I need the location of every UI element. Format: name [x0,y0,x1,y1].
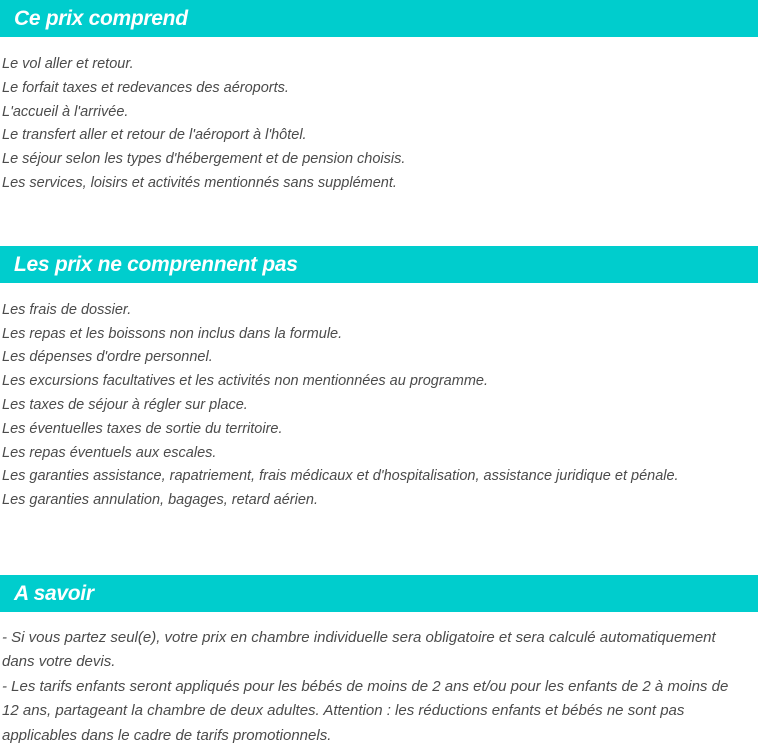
paragraph: - Les tarifs enfants seront appliqués pour les bébés de moins de 2 ans et/ou pour les enfants de 2 à moins de 12 ans, partageant la chambre de deux adultes. Attention : les réductions enfants et bébés ne sont pas applicables dans le cadre de tarifs promotionnels. [2,677,729,744]
spacer-header-to-text-good-to-know [0,612,758,626]
section-body-good-to-know [0,626,758,749]
section-header-not-included [0,246,758,283]
list-item: Le vol aller et retour. [2,56,134,72]
section-gap-2 [0,513,758,575]
not-included-list [2,299,756,513]
section-body-included [0,53,758,196]
paragraph: - Si vous partez seul(e), votre prix en chambre individuelle sera obligatoire et sera calculé automatiquement dans votre devis. [2,628,716,671]
list-item: Le forfait taxes et redevances des aéroports. [2,79,289,96]
section-gap-1 [0,196,758,246]
list-item: Les excursions facultatives et les activités non mentionnées au programme. [2,373,488,390]
spacer-header-to-list-not-included [0,283,758,299]
list-item: Le transfert aller et retour de l'aéroport à l'hôtel. [2,127,307,144]
section-title-included: Ce prix comprend [14,7,188,30]
section-included [0,0,758,196]
list-item: L'accueil à l'arrivée. [2,103,129,120]
list-item: Les repas et les boissons non inclus dans la formule. [2,325,343,342]
list-item: Les frais de dossier. [2,301,132,318]
section-not-included [0,246,758,513]
section-title-not-included: Les prix ne comprennent pas [14,252,298,276]
list-item: Les garanties annulation, bagages, retard aérien. [2,492,318,509]
list-item: Le séjour selon les types d'hébergement et de pension choisis. [2,151,406,168]
spacer-header-to-list-included [0,37,758,53]
list-item: Les garanties assistance, rapatriement, frais médicaux et d'hospitalisation, assistance juridique et pénale. [2,468,679,485]
section-header-included [0,0,758,37]
section-title-good-to-know: A savoir [14,581,94,605]
list-item: Les éventuelles taxes de sortie du territoire. [2,420,283,437]
list-item: Les dépenses d'ordre personnel. [2,349,213,366]
list-item: Les taxes de séjour à régler sur place. [2,396,248,413]
section-body-not-included [0,299,758,513]
section-header-good-to-know [0,575,758,612]
section-good-to-know [0,575,758,749]
list-item: Les services, loisirs et activités mentionnés sans supplément. [2,174,397,191]
included-list [2,53,756,196]
list-item: Les repas éventuels aux escales. [2,444,217,461]
